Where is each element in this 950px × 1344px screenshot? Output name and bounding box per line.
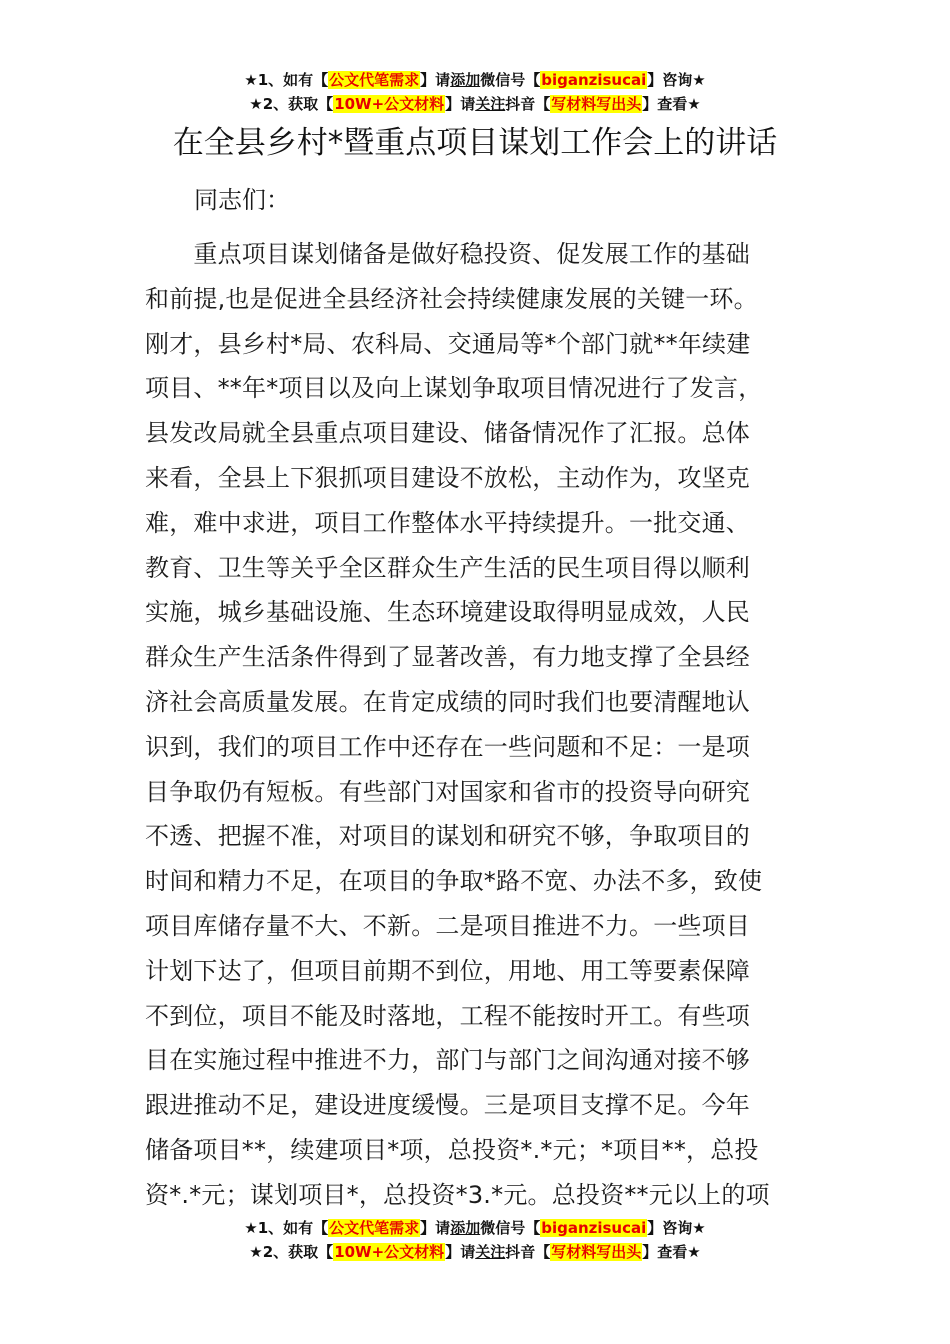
promo-text: 微信号【 — [480, 71, 541, 89]
promo-line-2 — [0, 92, 950, 116]
promo-underlined: 关注 — [475, 1243, 506, 1261]
promo-text: 微信号【 — [480, 1219, 541, 1237]
promo-underlined: 关注 — [475, 95, 506, 113]
promo-text: ★2、获取【 — [249, 1243, 334, 1261]
promo-highlight: 10W+公文材料 — [334, 95, 445, 113]
body-line: 实施，城乡基础设施、生态环境建设取得明显成效，人民 — [145, 598, 750, 627]
promo-text: 】请 — [420, 1219, 451, 1237]
body-line: 不到位，项目不能及时落地，工程不能按时开工。有些项 — [145, 1001, 750, 1030]
body-line: 不透、把握不准，对项目的谋划和研究不够，争取项目的 — [145, 822, 750, 851]
body-line: 计划下达了，但项目前期不到位，用地、用工等要素保障 — [145, 956, 750, 985]
promo-text: 】请 — [420, 71, 451, 89]
body-line: 刚才，县乡村*局、农科局、交通局等*个部门就**年续建 — [145, 329, 751, 358]
promo-douyin-id: 写材料写出头 — [551, 95, 642, 113]
body-line: 教育、卫生等关乎全区群众生产生活的民生项目得以顺利 — [145, 553, 750, 582]
promo-text: 】咨询★ — [647, 71, 706, 89]
promo-text: 】查看★ — [642, 95, 701, 113]
promo-text: 】请 — [445, 1243, 476, 1261]
promo-text: 抖音【 — [505, 95, 551, 113]
promo-underlined: 添加 — [450, 1219, 481, 1237]
promo-line-1 — [0, 1216, 950, 1240]
body-line: 跟进推动不足，建设进度缓慢。三是项目支撑不足。今年 — [145, 1091, 750, 1120]
body-line: 资*.*元；谋划项目*，总投资*3.*元。总投资**元以上的项 — [145, 1180, 770, 1209]
body-line: 目争取仍有短板。有些部门对国家和省市的投资导向研究 — [145, 777, 750, 806]
promo-text: ★1、如有【 — [244, 71, 329, 89]
body-line: 县发改局就全县重点项目建设、储备情况作了汇报。总体 — [145, 419, 750, 448]
promo-banner-top — [0, 68, 950, 116]
promo-text: ★1、如有【 — [244, 1219, 329, 1237]
promo-banner-bottom — [0, 1216, 950, 1264]
body-line: 济社会高质量发展。在肯定成绩的同时我们也要清醒地认 — [145, 687, 750, 716]
body-line: 项目库储存量不大、不新。二是项目推进不力。一些项目 — [145, 911, 750, 940]
body-paragraph — [145, 232, 815, 1218]
body-line: 来看，全县上下狠抓项目建设不放松，主动作为，攻坚克 — [145, 463, 750, 492]
body-line: 项目、**年*项目以及向上谋划争取项目情况进行了发言， — [145, 374, 763, 403]
body-line: 储备项目**，续建项目*项，总投资*.*元；*项目**，总投 — [145, 1135, 759, 1164]
body-line: 和前提,也是促进全县经济社会持续健康发展的关键一环。 — [145, 284, 758, 313]
promo-douyin-id: 写材料写出头 — [551, 1243, 642, 1261]
promo-highlight: 10W+公文材料 — [334, 1243, 445, 1261]
promo-underlined: 添加 — [450, 71, 481, 89]
document-title: 在全县乡村*暨重点项目谋划工作会上的讲话 — [172, 125, 778, 161]
promo-text: ★2、获取【 — [249, 95, 334, 113]
promo-wechat-id: biganzisucai — [541, 71, 647, 89]
body-line: 时间和精力不足，在项目的争取*路不宽、办法不多，致使 — [145, 867, 763, 896]
body-line: 目在实施过程中推进不力，部门与部门之间沟通对接不够 — [145, 1046, 750, 1075]
body-line: 重点项目谋划储备是做好稳投资、促发展工作的基础 — [145, 240, 750, 268]
promo-wechat-id: biganzisucai — [541, 1219, 647, 1237]
body-line: 难，难中求进，项目工作整体水平持续提升。一批交通、 — [145, 508, 750, 537]
promo-highlight: 公文代笔需求 — [329, 1219, 420, 1237]
promo-highlight: 公文代笔需求 — [329, 71, 420, 89]
greeting: 同志们： — [194, 186, 290, 214]
body-line: 识到，我们的项目工作中还存在一些问题和不足：一是项 — [145, 732, 750, 761]
promo-text: 】查看★ — [642, 1243, 701, 1261]
promo-text: 抖音【 — [505, 1243, 551, 1261]
promo-line-2 — [0, 1240, 950, 1264]
promo-text: 】请 — [445, 95, 476, 113]
body-line: 群众生产生活条件得到了显著改善，有力地支撑了全县经 — [145, 643, 750, 672]
promo-line-1 — [0, 68, 950, 92]
promo-text: 】咨询★ — [647, 1219, 706, 1237]
